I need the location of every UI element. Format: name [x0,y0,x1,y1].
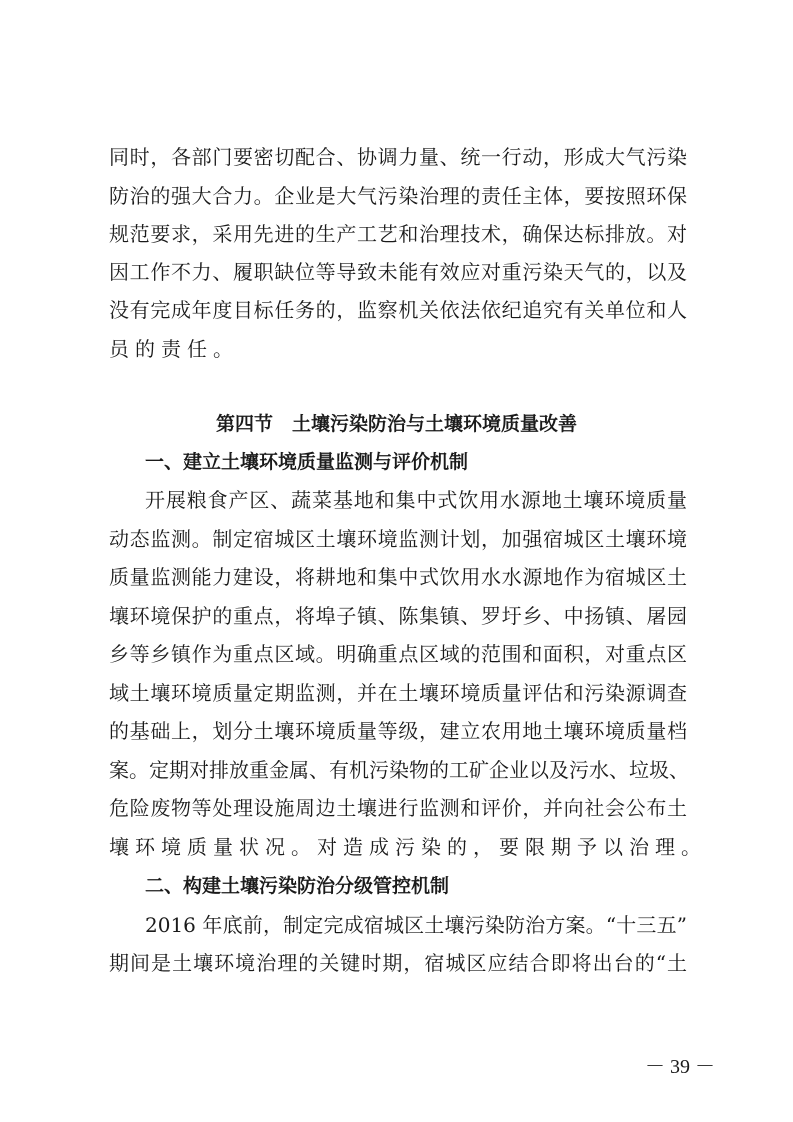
body-line: 员的责任。 [109,337,239,361]
body-line: 案。定期对排放重金属、有机污染物的工矿企业以及污水、垃圾、 [109,758,689,782]
body-line: 开展粮食产区、蔬菜基地和集中式饮用水源地土壤环境质量 [145,488,687,512]
body-line: 的基础上，划分土壤环境质量等级，建立农用地土壤环境质量档 [109,719,687,743]
body-line: 没有完成年度目标任务的，监察机关依法依纪追究有关单位和人 [109,298,687,322]
body-line: 壤环境保护的重点，将埠子镇、陈集镇、罗圩乡、中扬镇、屠园 [109,604,687,628]
body-line: 动态监测。制定宿城区土壤环境监测计划，加强宿城区土壤环境 [109,527,687,551]
body-line: 规范要求，采用先进的生产工艺和治理技术，确保达标排放。对 [109,222,687,246]
body-line: 危险废物等处理设施周边土壤进行监测和评价，并向社会公布土 [109,796,687,820]
body-line: 壤环境质量状况。对造成污染的，要限期予以治理。 [109,835,707,859]
body-line: 防治的强大合力。企业是大气污染治理的责任主体，要按照环保 [109,184,687,208]
subheading: 二、构建土壤污染防治分级管控机制 [145,875,450,897]
body-line: 2016 年底前，制定完成宿城区土壤污染防治方案。“十三五” [145,913,687,937]
body-line: 同时，各部门要密切配合、协调力量、统一行动，形成大气污染 [109,145,687,169]
body-line: 质量监测能力建设，将耕地和集中式饮用水水源地作为宿城区土 [109,565,687,589]
body-line: 乡等乡镇作为重点区域。明确重点区域的范围和面积，对重点区 [109,642,687,666]
page-number: － 39 － [645,1056,715,1078]
body-line: 因工作不力、履职缺位等导致未能有效应对重污染天气的，以及 [109,260,687,284]
body-line: 期间是土壤环境治理的关键时期，宿城区应结合即将出台的“土 [109,951,687,975]
subheading: 一、建立土壤环境质量监测与评价机制 [145,451,469,473]
body-line: 域土壤环境质量定期监测，并在土壤环境质量评估和污染源调查 [109,681,687,705]
section-title: 第四节 土壤污染防治与土壤环境质量改善 [215,413,577,435]
